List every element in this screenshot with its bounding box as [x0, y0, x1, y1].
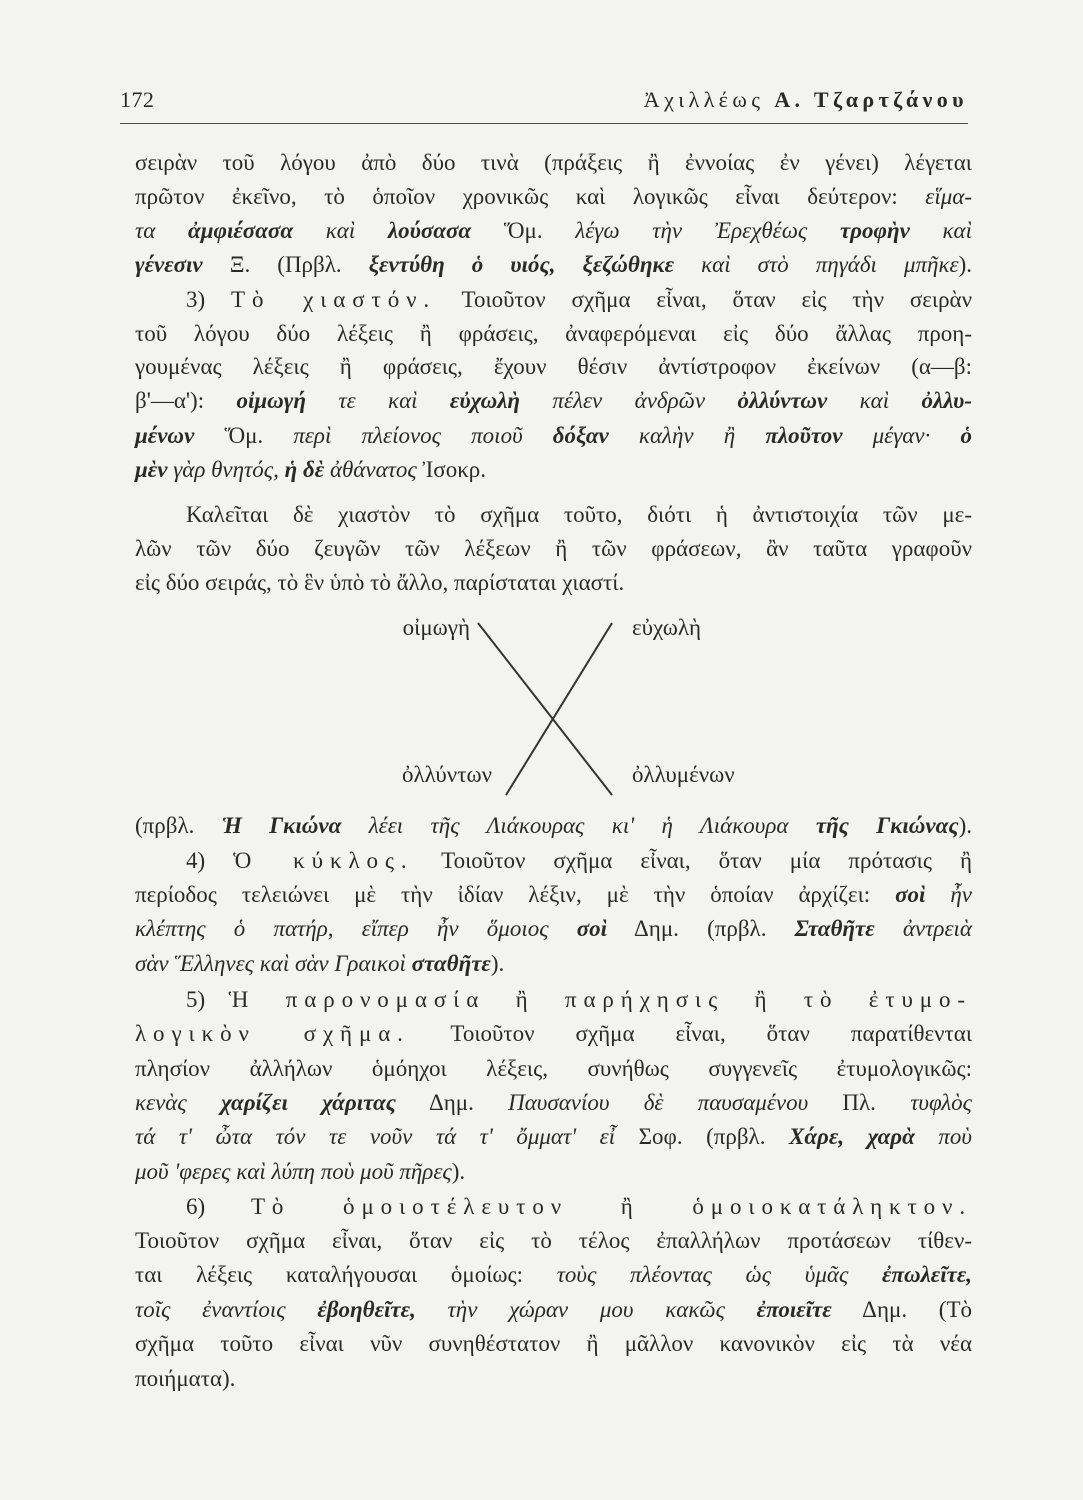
- text-segment: μέγαν·: [842, 423, 961, 448]
- text-segment: Χάρε, χαρὰ: [788, 1124, 915, 1149]
- text-line: [135, 913, 972, 945]
- text-segment: Παυσανίου δὲ παυσαμένου: [508, 1090, 809, 1115]
- text-segment: καὶ στὸ πηγάδι μπῆκε: [674, 252, 959, 277]
- text-segment: Ὅμ.: [471, 218, 576, 243]
- text-segment: 4): [186, 848, 234, 873]
- text-segment: τυφλὸς: [910, 1090, 973, 1115]
- text-segment: μοῦ 'φερες καὶ λύπη ποὺ μοῦ πῆρες: [135, 1159, 452, 1184]
- text-line: [135, 385, 972, 417]
- author-surname: Α. Τζαρτζάνου: [774, 87, 968, 112]
- text-line: [135, 1156, 972, 1188]
- text-line: [186, 1191, 972, 1223]
- text-line: [135, 1053, 972, 1085]
- chiasmus-cross: [440, 600, 660, 820]
- text-segment: οἰμωγή: [236, 388, 306, 413]
- text-segment: λέει τῆς Λιάκουρας κι' ἡ Λιάκουρα: [341, 813, 816, 838]
- text-segment: ποιήματα).: [135, 1366, 236, 1391]
- text-segment: Τοιοῦτον σχῆμα εἶναι, ὅταν εἰς τὸ τέλος ἐπαλλήλων προτάσεων τίθεν-: [135, 1228, 972, 1253]
- text-segment: Τοιοῦτον σχῆμα εἶναι, ὅταν μία πρότασις ἢ: [413, 848, 972, 873]
- diagram-label-top-right: εὐχωλὴ: [632, 615, 702, 640]
- text-segment: καὶ: [827, 388, 922, 413]
- text-segment: Ὅμ.: [194, 423, 294, 448]
- text-segment: Ὁ κύκλος.: [233, 848, 414, 873]
- text-segment: Σταθῆτε: [794, 916, 875, 941]
- text-segment: καλὴν ἢ: [608, 423, 766, 448]
- text-segment: ἡ δὲ: [284, 457, 325, 482]
- text-segment: τροφὴν: [839, 218, 910, 243]
- text-segment: λέγω τὴν Ἐρεχθέως: [575, 218, 840, 243]
- text-segment: ξεντύθη ὁ υιός, ξεζώθηκε: [368, 252, 675, 277]
- running-head: [644, 86, 968, 114]
- text-line: [135, 533, 972, 565]
- text-line: [135, 1363, 972, 1395]
- diagram-label-bottom-right: ὀλλυμένων: [632, 762, 735, 787]
- text-segment: εἰς δύο σειράς, τὸ ἓν ὑπὸ τὸ ἄλλο, παρίσταται χιαστί.: [135, 570, 625, 595]
- text-line: [135, 318, 972, 350]
- text-line: [135, 454, 972, 486]
- header-rule: [120, 123, 968, 124]
- text-segment: ).: [451, 1159, 466, 1184]
- text-segment: 5): [186, 987, 229, 1012]
- text-segment: Τὸ χιαστόν.: [231, 287, 437, 312]
- text-segment: πρῶτον ἐκεῖνο, τὸ ὁποῖον χρονικῶς καὶ λογικῶς εἶναι δεύτερον:: [135, 184, 926, 209]
- text-segment: Ξ. (Πρβλ.: [202, 252, 369, 277]
- text-segment: Πλ.: [808, 1090, 911, 1115]
- text-line: [135, 567, 972, 599]
- text-segment: τὴν χώραν μου κακῶς: [415, 1297, 757, 1322]
- text-segment: Σοφ. (πρβλ.: [615, 1124, 789, 1149]
- text-segment: τά τ' ὦτα τόν τε νοῦν τά τ' ὄμματ' εἶ: [135, 1124, 616, 1149]
- text-segment: πλοῦτον: [765, 423, 843, 448]
- text-segment: 3): [186, 287, 232, 312]
- text-line: [135, 420, 972, 452]
- diagram-label-top-left: οἰμωγὴ: [402, 615, 470, 640]
- text-line: [135, 1087, 972, 1119]
- diagram-label-bottom-left: ὀλλύντων: [402, 762, 492, 787]
- text-segment: τε καὶ: [305, 388, 450, 413]
- page-number: 172: [120, 87, 155, 112]
- text-segment: (πρβλ.: [135, 813, 222, 838]
- text-segment: Δημ. (πρβλ.: [607, 916, 795, 941]
- text-segment: σοὶ: [895, 882, 926, 907]
- text-segment: ὀλλύντων: [737, 388, 828, 413]
- text-segment: Τὸ ὁμοιοτέλευτον ἢ ὁμοιοκατάληκτον.: [250, 1194, 972, 1219]
- text-segment: τοῦ λόγου δύο λέξεις ἢ φράσεις, ἀναφερόμεναι εἰς δύο ἄλλας προη-: [135, 321, 972, 346]
- text-segment: σοὶ: [576, 916, 608, 941]
- text-segment: γουμένας λέξεις ἢ φράσεις, ἔχουν θέσιν ἀντίστροφον ἐκείνων (α—β:: [135, 354, 972, 379]
- text-segment: γὰρ θνητός,: [167, 457, 285, 482]
- text-line: [135, 1018, 972, 1050]
- text-line: [135, 1225, 972, 1257]
- text-segment: σχῆμα τοῦτο εἶναι νῦν συνηθέστατον ἢ μᾶλλον κανονικὸν εἰς τὰ νέα: [135, 1331, 972, 1356]
- text-segment: ἐπωλεῖτε,: [881, 1262, 972, 1287]
- text-segment: Καλεῖται δὲ χιαστὸν τὸ σχῆμα τοῦτο, διότι ἡ ἀντιστοιχία τῶν με-: [186, 502, 972, 527]
- text-segment: Δημ. (Τὸ: [831, 1297, 973, 1322]
- text-segment: τα: [135, 218, 188, 243]
- text-segment: λούσασα: [387, 218, 472, 243]
- text-segment: ποὺ: [914, 1124, 972, 1149]
- text-segment: γένεσιν: [135, 252, 203, 277]
- text-segment: πλησίον ἀλλήλων ὁμόηχοι λέξεις, συνήθως συγγενεῖς ἐτυμολογικῶς:: [135, 1056, 972, 1081]
- text-segment: ἦν: [925, 882, 973, 907]
- text-segment: εὐχωλὴ: [449, 388, 521, 413]
- text-segment: ).: [490, 951, 505, 976]
- text-segment: πέλεν ἀνδρῶν: [520, 388, 738, 413]
- chiasmus-line-ascending: [506, 623, 612, 795]
- text-segment: ἐποιεῖτε: [756, 1297, 832, 1322]
- text-line: [135, 181, 972, 213]
- text-segment: δόξαν: [552, 423, 609, 448]
- text-segment: χαρίζει χάριτας: [220, 1090, 396, 1115]
- text-segment: ται λέξεις καταλήγουσαι ὁμοίως:: [135, 1262, 557, 1287]
- text-line: [186, 845, 972, 877]
- text-segment: λογικὸν σχῆμα.: [135, 1021, 410, 1046]
- chiasmus-line-descending: [478, 623, 612, 795]
- text-segment: Ἰσοκρ.: [422, 457, 487, 482]
- text-line: [135, 1294, 972, 1326]
- text-segment: ).: [958, 252, 972, 277]
- text-line: [135, 147, 972, 179]
- text-segment: περίοδος τελειώνει μὲ τὴν ἰδίαν λέξιν, μὲ τὴν ὁποίαν ἀρχίζει:: [135, 882, 896, 907]
- text-line: [135, 1259, 972, 1291]
- text-segment: σειρὰν τοῦ λόγου ἀπὸ δύο τινὰ (πράξεις ἢ ἐννοίας ἐν γένει) λέγεται: [135, 150, 972, 175]
- text-segment: ἀντρειὰ: [874, 916, 972, 941]
- text-line: [135, 948, 972, 980]
- text-line: [135, 351, 972, 383]
- author-first-name: Ἀχιλλέως: [643, 87, 765, 112]
- text-segment: Ἡ παρονομασία ἢ παρήχησις ἢ τὸ ἐτυμο-: [228, 987, 972, 1012]
- text-line: [135, 1328, 972, 1360]
- text-segment: μὲν: [135, 457, 168, 482]
- text-segment: ἀθάνατος: [324, 457, 423, 482]
- text-segment: καὶ: [293, 218, 388, 243]
- text-segment: τῆς Γκιώνας: [815, 813, 959, 838]
- text-line: [135, 879, 972, 911]
- text-line: [186, 284, 972, 316]
- text-segment: Δημ.: [395, 1090, 509, 1115]
- text-segment: ).: [958, 813, 973, 838]
- text-segment: Τοιοῦτον σχῆμα εἶναι, ὅταν εἰς τὴν σειρὰν: [436, 287, 972, 312]
- text-line: [186, 984, 972, 1016]
- text-segment: Τοιοῦτον σχῆμα εἶναι, ὅταν παρατίθενται: [409, 1021, 973, 1046]
- text-segment: κλέπτης ὁ πατήρ, εἴπερ ἦν ὅμοιος: [135, 916, 577, 941]
- text-segment: β'—α'):: [135, 388, 237, 413]
- text-segment: σταθῆτε: [411, 951, 491, 976]
- text-segment: εἵμα-: [925, 184, 972, 209]
- text-segment: μένων: [135, 423, 195, 448]
- text-line: [135, 1121, 972, 1153]
- text-segment: τοῖς ἐναντίοις: [135, 1297, 318, 1322]
- text-line: [186, 499, 972, 531]
- text-segment: ὁ: [960, 423, 972, 448]
- text-line: [135, 215, 972, 247]
- text-segment: Ἡ Γκιώνα: [221, 813, 342, 838]
- text-segment: 6): [186, 1194, 251, 1219]
- text-segment: τοὺς πλέοντας ὡς ὑμᾶς: [556, 1262, 882, 1287]
- text-segment: ἐβοηθεῖτε,: [317, 1297, 416, 1322]
- text-segment: περὶ πλείονος ποιοῦ: [293, 423, 553, 448]
- text-segment: ἀμφιέσασα: [188, 218, 294, 243]
- text-segment: κενὰς: [135, 1090, 221, 1115]
- text-segment: ὀλλυ-: [921, 388, 972, 413]
- text-segment: καὶ: [909, 218, 972, 243]
- text-segment: σὰν Ἕλληνες καὶ σὰν Γραικοὶ: [135, 951, 412, 976]
- text-segment: λῶν τῶν δύο ζευγῶν τῶν λέξεων ἢ τῶν φράσεων, ἂν ταῦτα γραφοῦν: [135, 536, 972, 561]
- text-line: [135, 249, 972, 281]
